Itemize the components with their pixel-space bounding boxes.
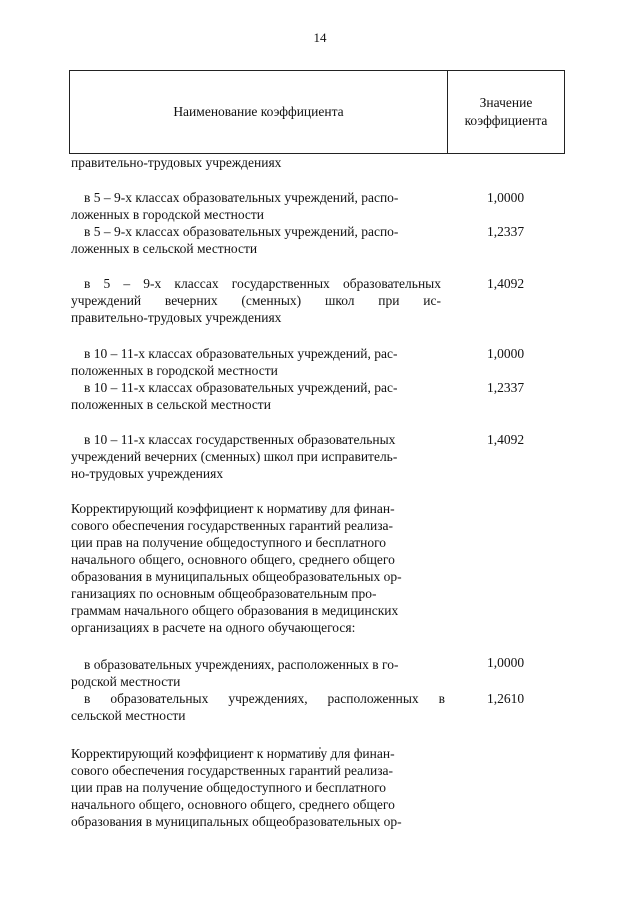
text-line: ции прав на получение общедоступного и бесплатного <box>71 780 387 795</box>
text-line: образования в муниципальных общеобразовательных ор- <box>71 814 402 829</box>
text-line: положенных в сельской местности <box>71 397 271 412</box>
text-line: начального общего, основного общего, среднего общего <box>71 552 395 567</box>
text-line: в 10 – 11-х классах образовательных учреждений, рас- <box>84 346 398 361</box>
coefficient-value: 1,4092 <box>487 276 525 291</box>
text-line: сового обеспечения государственных гарантий реализа- <box>71 763 394 778</box>
text-line: Корректирующий коэффициент к нормативу для финан- <box>71 501 395 516</box>
text-line: в 10 – 11-х классах образовательных учреждений, рас- <box>84 380 398 395</box>
text-line: правительно-трудовых учреждениях <box>71 310 282 325</box>
coefficient-value: 1,4092 <box>487 432 525 447</box>
text-line: ложенных в сельской местности <box>71 241 258 256</box>
text-line: ции прав на получение общедоступного и бесплатного <box>71 535 387 550</box>
text-line: образования в муниципальных общеобразовательных ор- <box>71 569 402 584</box>
text-line: в 5 – 9-х классах образовательных учреждений, распо- <box>84 190 399 205</box>
text-line: в 5 – 9-х классах государственных образовательных <box>84 276 441 291</box>
coefficient-value: 1,0000 <box>487 190 525 205</box>
text-line: учреждений вечерних (сменных) школ при ис- <box>71 293 441 308</box>
coefficient-value: 1,2337 <box>487 224 525 239</box>
text-line: начального общего, основного общего, среднего общего <box>71 797 395 812</box>
header-value-column: Значение коэффициента <box>464 95 548 128</box>
coefficient-value: 1,0000 <box>487 346 525 361</box>
text-line: в образовательных учреждениях, расположенных в го- <box>84 657 399 672</box>
text-line: организациях в расчете на одного обучающегося: <box>71 620 356 635</box>
coefficient-value: 1,2610 <box>487 691 525 706</box>
text-line: правительно-трудовых учреждениях <box>71 155 282 170</box>
text-line: ложенных в городской местности <box>71 207 265 222</box>
text-line: в 10 – 11-х классах государственных образовательных <box>84 432 396 447</box>
text-line: родской местности <box>71 674 181 689</box>
text-line: положенных в городской местности <box>71 363 278 378</box>
text-line: Корректирующий коэффициент к нормативу для финан- <box>71 746 395 761</box>
text-line: ганизациях по основным общеобразовательным про- <box>71 586 377 601</box>
text-line: в 5 – 9-х классах образовательных учреждений, распо- <box>84 224 399 239</box>
coefficient-value: 1,0000 <box>487 655 525 670</box>
text-line: сельской местности <box>71 708 186 723</box>
text-line: граммам начального общего образования в медицинских <box>71 603 399 618</box>
text-line: но-трудовых учреждениях <box>71 466 224 481</box>
page-number: 14 <box>313 30 327 45</box>
header-name-column: Наименование коэффициента <box>70 71 448 153</box>
text-line: в образовательных учреждениях, расположенных в <box>84 691 445 706</box>
text-line: учреждений вечерних (сменных) школ при исправитель- <box>71 449 398 464</box>
table-header <box>69 70 565 154</box>
coefficient-value: 1,2337 <box>487 380 525 395</box>
text-line: сового обеспечения государственных гарантий реализа- <box>71 518 394 533</box>
